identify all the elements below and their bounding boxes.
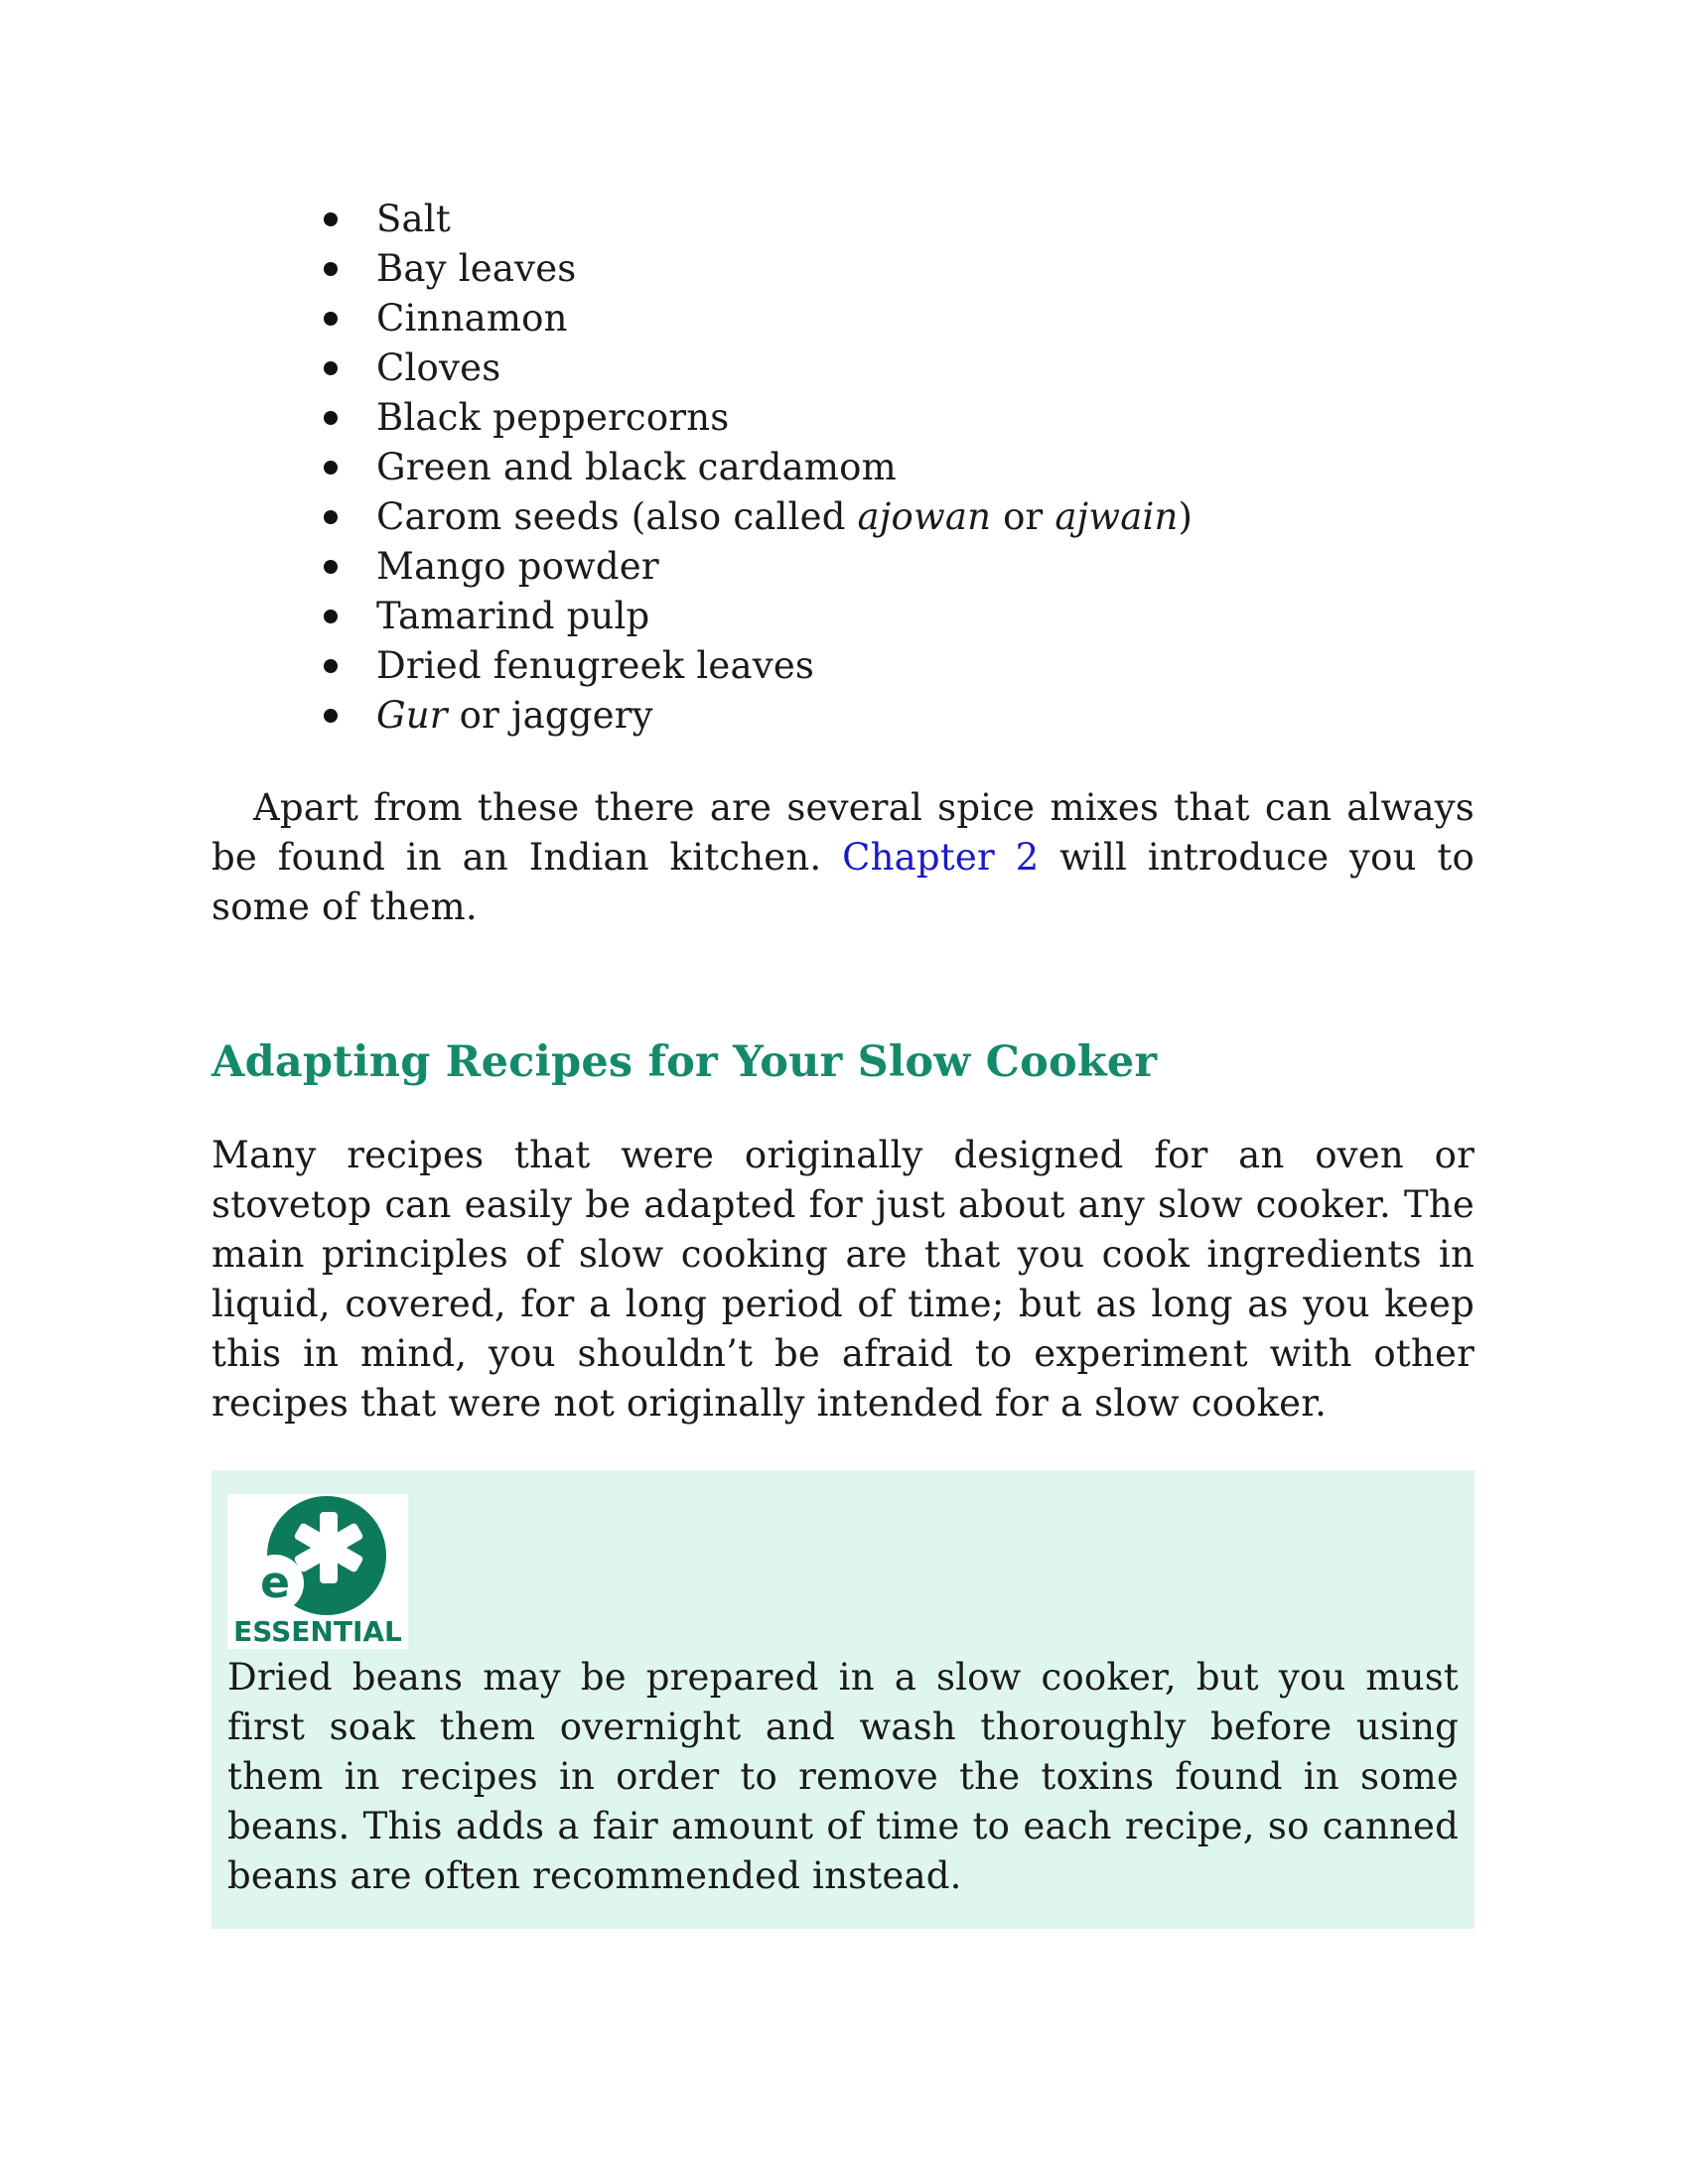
callout-text: Dried beans may be prepared in a slow cooker, but you must first soak them overnight and wash thoroughly before using them in recipes in order to remove the toxins found in some beans. This adds a fair amount of time to each recipe, so canned beans are often recommended instead. [227, 1656, 1459, 1897]
list-item: Black peppercorns [321, 393, 1475, 443]
bullet-icon [324, 361, 338, 375]
essential-badge [227, 1494, 408, 1649]
bullet-icon [324, 560, 338, 574]
bullet-icon [324, 510, 338, 524]
badge-letter: e [260, 1558, 290, 1608]
list-item: Dried fenugreek leaves [321, 641, 1475, 691]
bullet-icon [324, 461, 338, 475]
list-item: Carom seeds (also called ajowan or ajwain) [321, 492, 1475, 542]
bullet-icon [324, 262, 338, 276]
bullet-icon [324, 212, 338, 226]
badge-label: ESSENTIAL [233, 1615, 402, 1648]
bullet-icon [324, 411, 338, 425]
spice-list [211, 195, 1475, 741]
bullet-icon [324, 312, 338, 326]
list-item: Bay leaves [321, 244, 1475, 294]
bullet-icon [324, 659, 338, 673]
page-content [211, 195, 1475, 1929]
list-item: Cloves [321, 343, 1475, 393]
section-heading: Adapting Recipes for Your Slow Cooker [211, 1037, 1158, 1087]
section-body-paragraph: Many recipes that were originally designed for an oven or stovetop can easily be adapted for just about any slow cooker. The main principles of slow cooking are that you cook ingredients in liquid, covered, for a long period of time; but as long as you keep this in mind, you shouldn’t be afraid to experiment with other recipes that were not originally intended for a slow cooker. [211, 1134, 1475, 1425]
list-item: Salt [321, 195, 1475, 244]
list-item: Tamarind pulp [321, 592, 1475, 641]
list-item: Gur or jaggery [321, 691, 1475, 741]
list-item: Green and black cardamom [321, 443, 1475, 492]
list-item: Cinnamon [321, 294, 1475, 343]
bullet-icon [324, 610, 338, 623]
intro-paragraph: Apart from these there are several spice mixes that can always be found in an Indian kitchen. Chapter 2 will introduce you to some of them. [211, 786, 1475, 928]
list-item: Mango powder [321, 542, 1475, 592]
essential-callout [211, 1470, 1475, 1929]
essential-logo-icon [227, 1494, 408, 1617]
bullet-icon [324, 709, 338, 723]
chapter-2-link[interactable]: Chapter 2 [842, 836, 1040, 879]
